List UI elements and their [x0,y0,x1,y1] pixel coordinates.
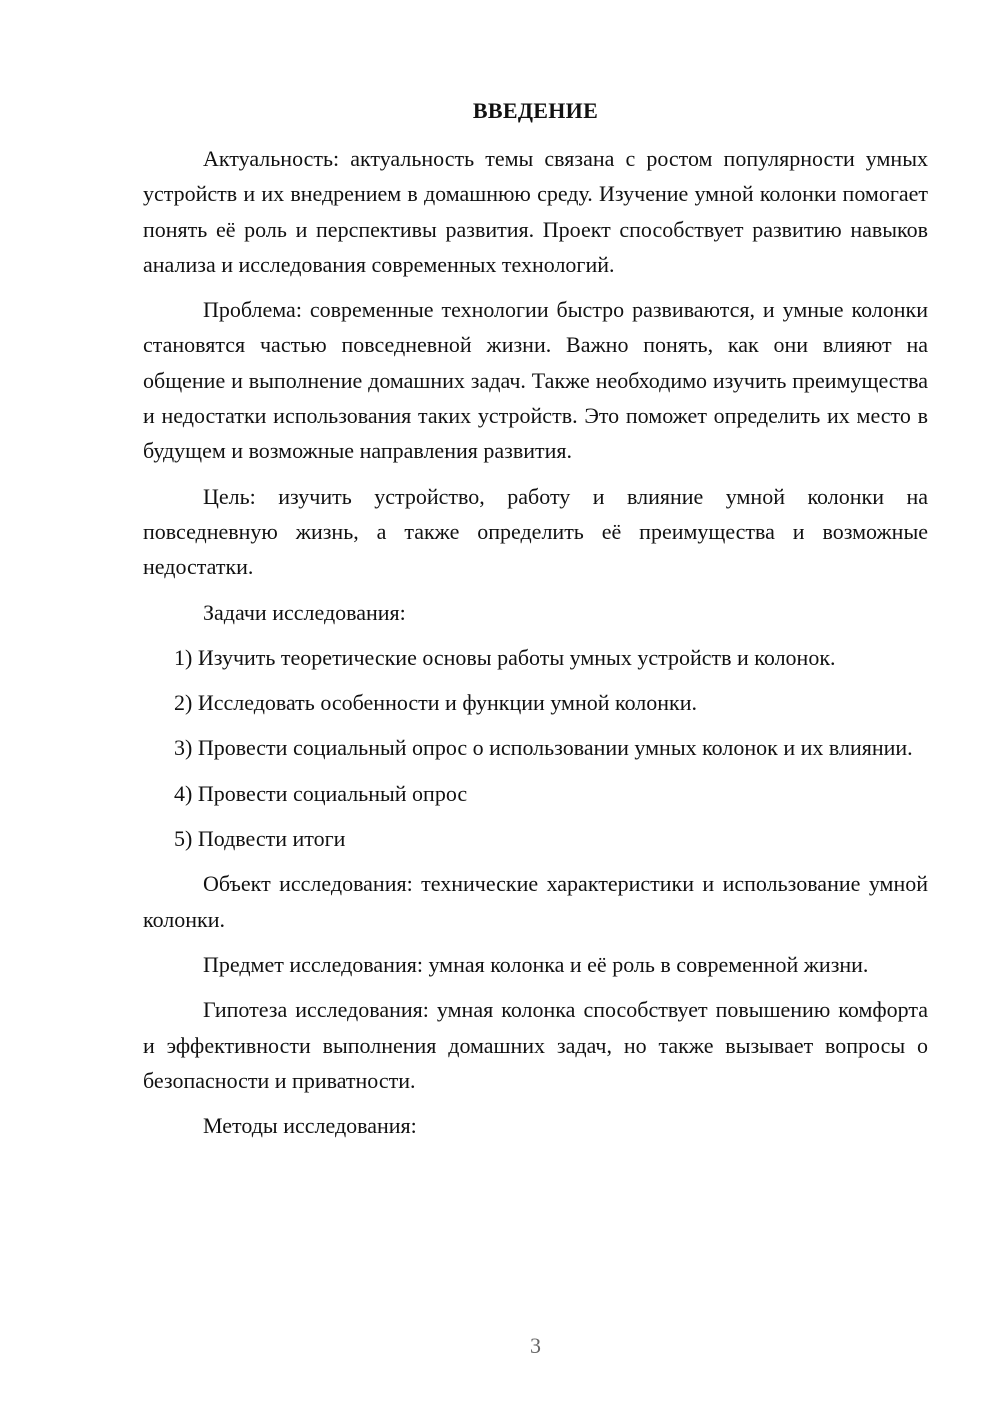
problem-paragraph: Проблема: современные технологии быстро развиваются, и умные колонки становятся частью повседневной жизни. Важно понять, как они влияют на общение и выполнение домашних задач. Также необходимо изучить преимущества и недостатки использования таких устройств. Это поможет определить их место в будущем и возможные направления развития. [143,297,928,464]
task-item-1: 1) Изучить теоретические основы работы умных устройств и колонок. [174,644,836,670]
task-item-2: 2) Исследовать особенности и функции умной колонки. [174,690,697,716]
tasks-heading: Задачи исследования: [203,599,406,625]
task-item-3: 3) Провести социальный опрос о использовании умных колонок и их влиянии. [174,735,913,761]
object-paragraph: Объект исследования: технические характеристики и использование умной колонки. [143,871,928,932]
hypothesis-paragraph: Гипотеза исследования: умная колонка способствует повышению комфорта и эффективности выполнения домашних задач, но также вызывает вопросы о безопасности и приватности. [143,997,928,1093]
page-number: 3 [530,1333,541,1358]
task-item-4: 4) Провести социальный опрос [174,780,468,806]
subject-paragraph: Предмет исследования: умная колонка и её роль в современной жизни. [203,951,869,977]
relevance-paragraph: Актуальность: актуальность темы связана с ростом популярности умных устройств и их внедрением в домашнюю среду. Изучение умной колонки помогает понять её роль и перспективы развития. Проект способствует развитию навыков анализа и исследования современных технологий. [143,146,928,277]
methods-heading: Методы исследования: [203,1113,417,1139]
goal-paragraph: Цель: изучить устройство, работу и влияние умной колонки на повседневную жизнь, а также определить её преимущества и возможные недостатки. [143,483,928,580]
page-title: ВВЕДЕНИЕ [472,98,599,123]
document-body [143,141,928,1153]
document-page [143,0,928,1414]
task-item-5: 5) Подвести итоги [174,826,346,852]
